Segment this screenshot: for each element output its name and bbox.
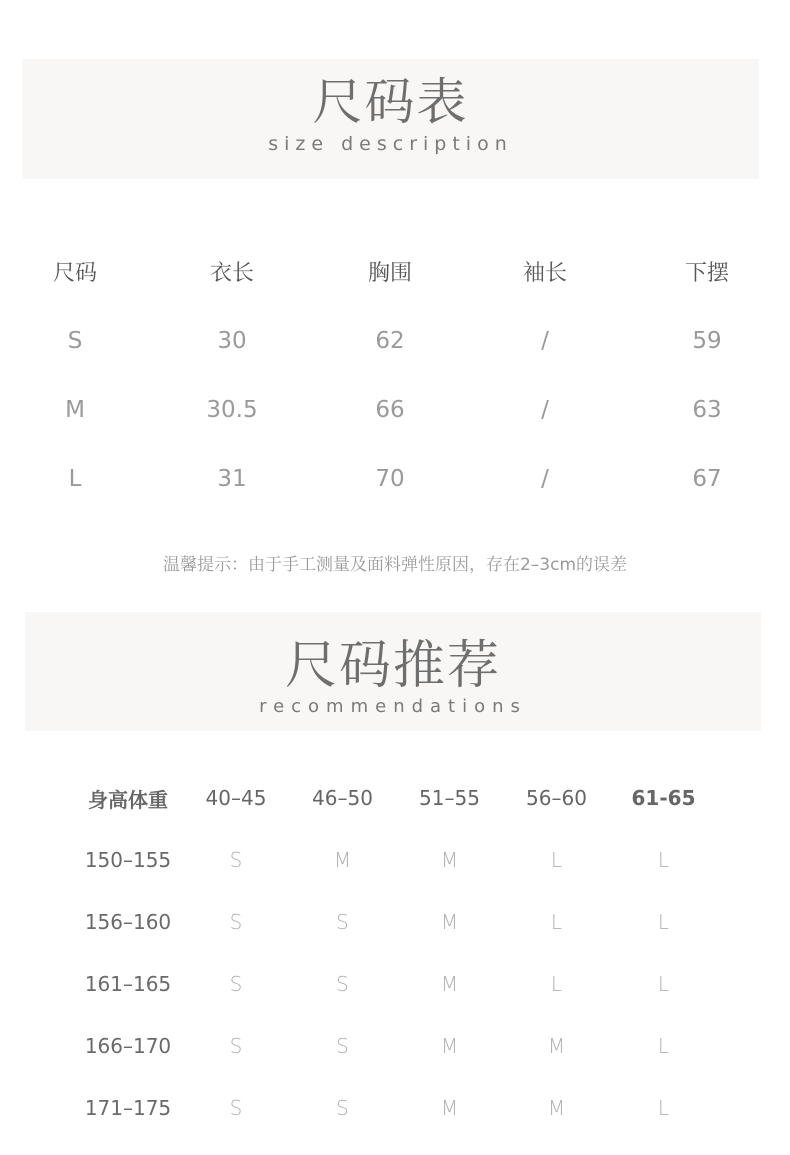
size-cell: L (657, 848, 670, 872)
size-chart-title: 尺码表 (312, 73, 469, 131)
size-cell: S (67, 327, 83, 354)
size-cell: L (657, 972, 670, 996)
bust-cell: 70 (375, 465, 405, 492)
recommendations-banner (25, 612, 761, 731)
size-cell: L (657, 910, 670, 934)
size-recommendation-table (73, 767, 717, 1139)
table-row (73, 829, 717, 891)
sleeve-cell: / (541, 465, 549, 492)
header-size: 尺码 (52, 260, 97, 286)
size-cell: M (440, 1034, 459, 1058)
table-row (0, 306, 790, 375)
size-cell: M (440, 848, 459, 872)
size-cell: L (657, 1096, 670, 1120)
length-cell: 30 (217, 327, 247, 354)
header-weight-range: 51–55 (419, 786, 480, 810)
size-cell: S (229, 972, 243, 996)
size-cell: M (440, 972, 459, 996)
header-weight-range: 56–60 (526, 786, 587, 810)
size-description-banner (22, 59, 759, 179)
height-range-cell: 161–165 (84, 972, 172, 996)
size-cell: M (547, 1096, 566, 1120)
length-cell: 30.5 (206, 396, 258, 423)
size-cell: S (229, 848, 243, 872)
header-length: 衣长 (209, 260, 254, 286)
size-cell: S (336, 1096, 349, 1120)
header-weight-range: 61-65 (631, 786, 696, 810)
size-cell: M (547, 1034, 566, 1058)
size-cell: M (65, 396, 85, 423)
size-cell: L (550, 972, 563, 996)
table-row (73, 953, 717, 1015)
measurement-note: 温馨提示：由于手工测量及面料弹性原因，存在2–3cm的误差 (162, 555, 628, 575)
size-cell: L (550, 848, 563, 872)
length-cell: 31 (217, 465, 247, 492)
header-height-weight: 身高体重 (88, 787, 168, 812)
recommendations-subtitle: recommendations (259, 696, 527, 717)
header-hem: 下摆 (684, 260, 729, 286)
recommendations-title: 尺码推荐 (284, 636, 501, 696)
hem-cell: 67 (692, 465, 722, 492)
hem-cell: 59 (692, 327, 722, 354)
size-cell: S (336, 972, 349, 996)
size-cell: S (229, 910, 243, 934)
size-cell: L (657, 1034, 670, 1058)
header-weight-range: 40–45 (205, 786, 267, 810)
recommendation-header-row (73, 767, 717, 829)
header-weight-range: 46–50 (312, 786, 373, 810)
size-chart-subtitle: size description (268, 133, 513, 155)
table-row (73, 891, 717, 953)
size-cell: S (229, 1096, 243, 1120)
size-cell: S (336, 910, 349, 934)
size-chart-header-row (0, 236, 790, 306)
size-cell: S (229, 1034, 243, 1058)
table-row (73, 1077, 717, 1139)
height-range-cell: 171–175 (84, 1096, 172, 1120)
height-range-cell: 150–155 (84, 848, 172, 872)
sleeve-cell: / (541, 327, 549, 354)
height-range-cell: 156–160 (84, 910, 172, 934)
bust-cell: 62 (375, 327, 405, 354)
size-cell: S (336, 1034, 349, 1058)
header-bust: 胸围 (367, 260, 412, 286)
size-cell: L (550, 910, 563, 934)
size-cell: M (333, 848, 352, 872)
header-sleeve: 袖长 (522, 260, 567, 286)
sleeve-cell: / (541, 396, 549, 423)
size-cell: M (440, 910, 459, 934)
table-row (73, 1015, 717, 1077)
bust-cell: 66 (375, 396, 405, 423)
hem-cell: 63 (692, 396, 722, 423)
table-row (0, 375, 790, 444)
table-row (0, 444, 790, 513)
size-cell: M (440, 1096, 459, 1120)
size-chart-table (0, 236, 790, 513)
height-range-cell: 166–170 (84, 1034, 172, 1058)
size-cell: L (68, 465, 82, 492)
